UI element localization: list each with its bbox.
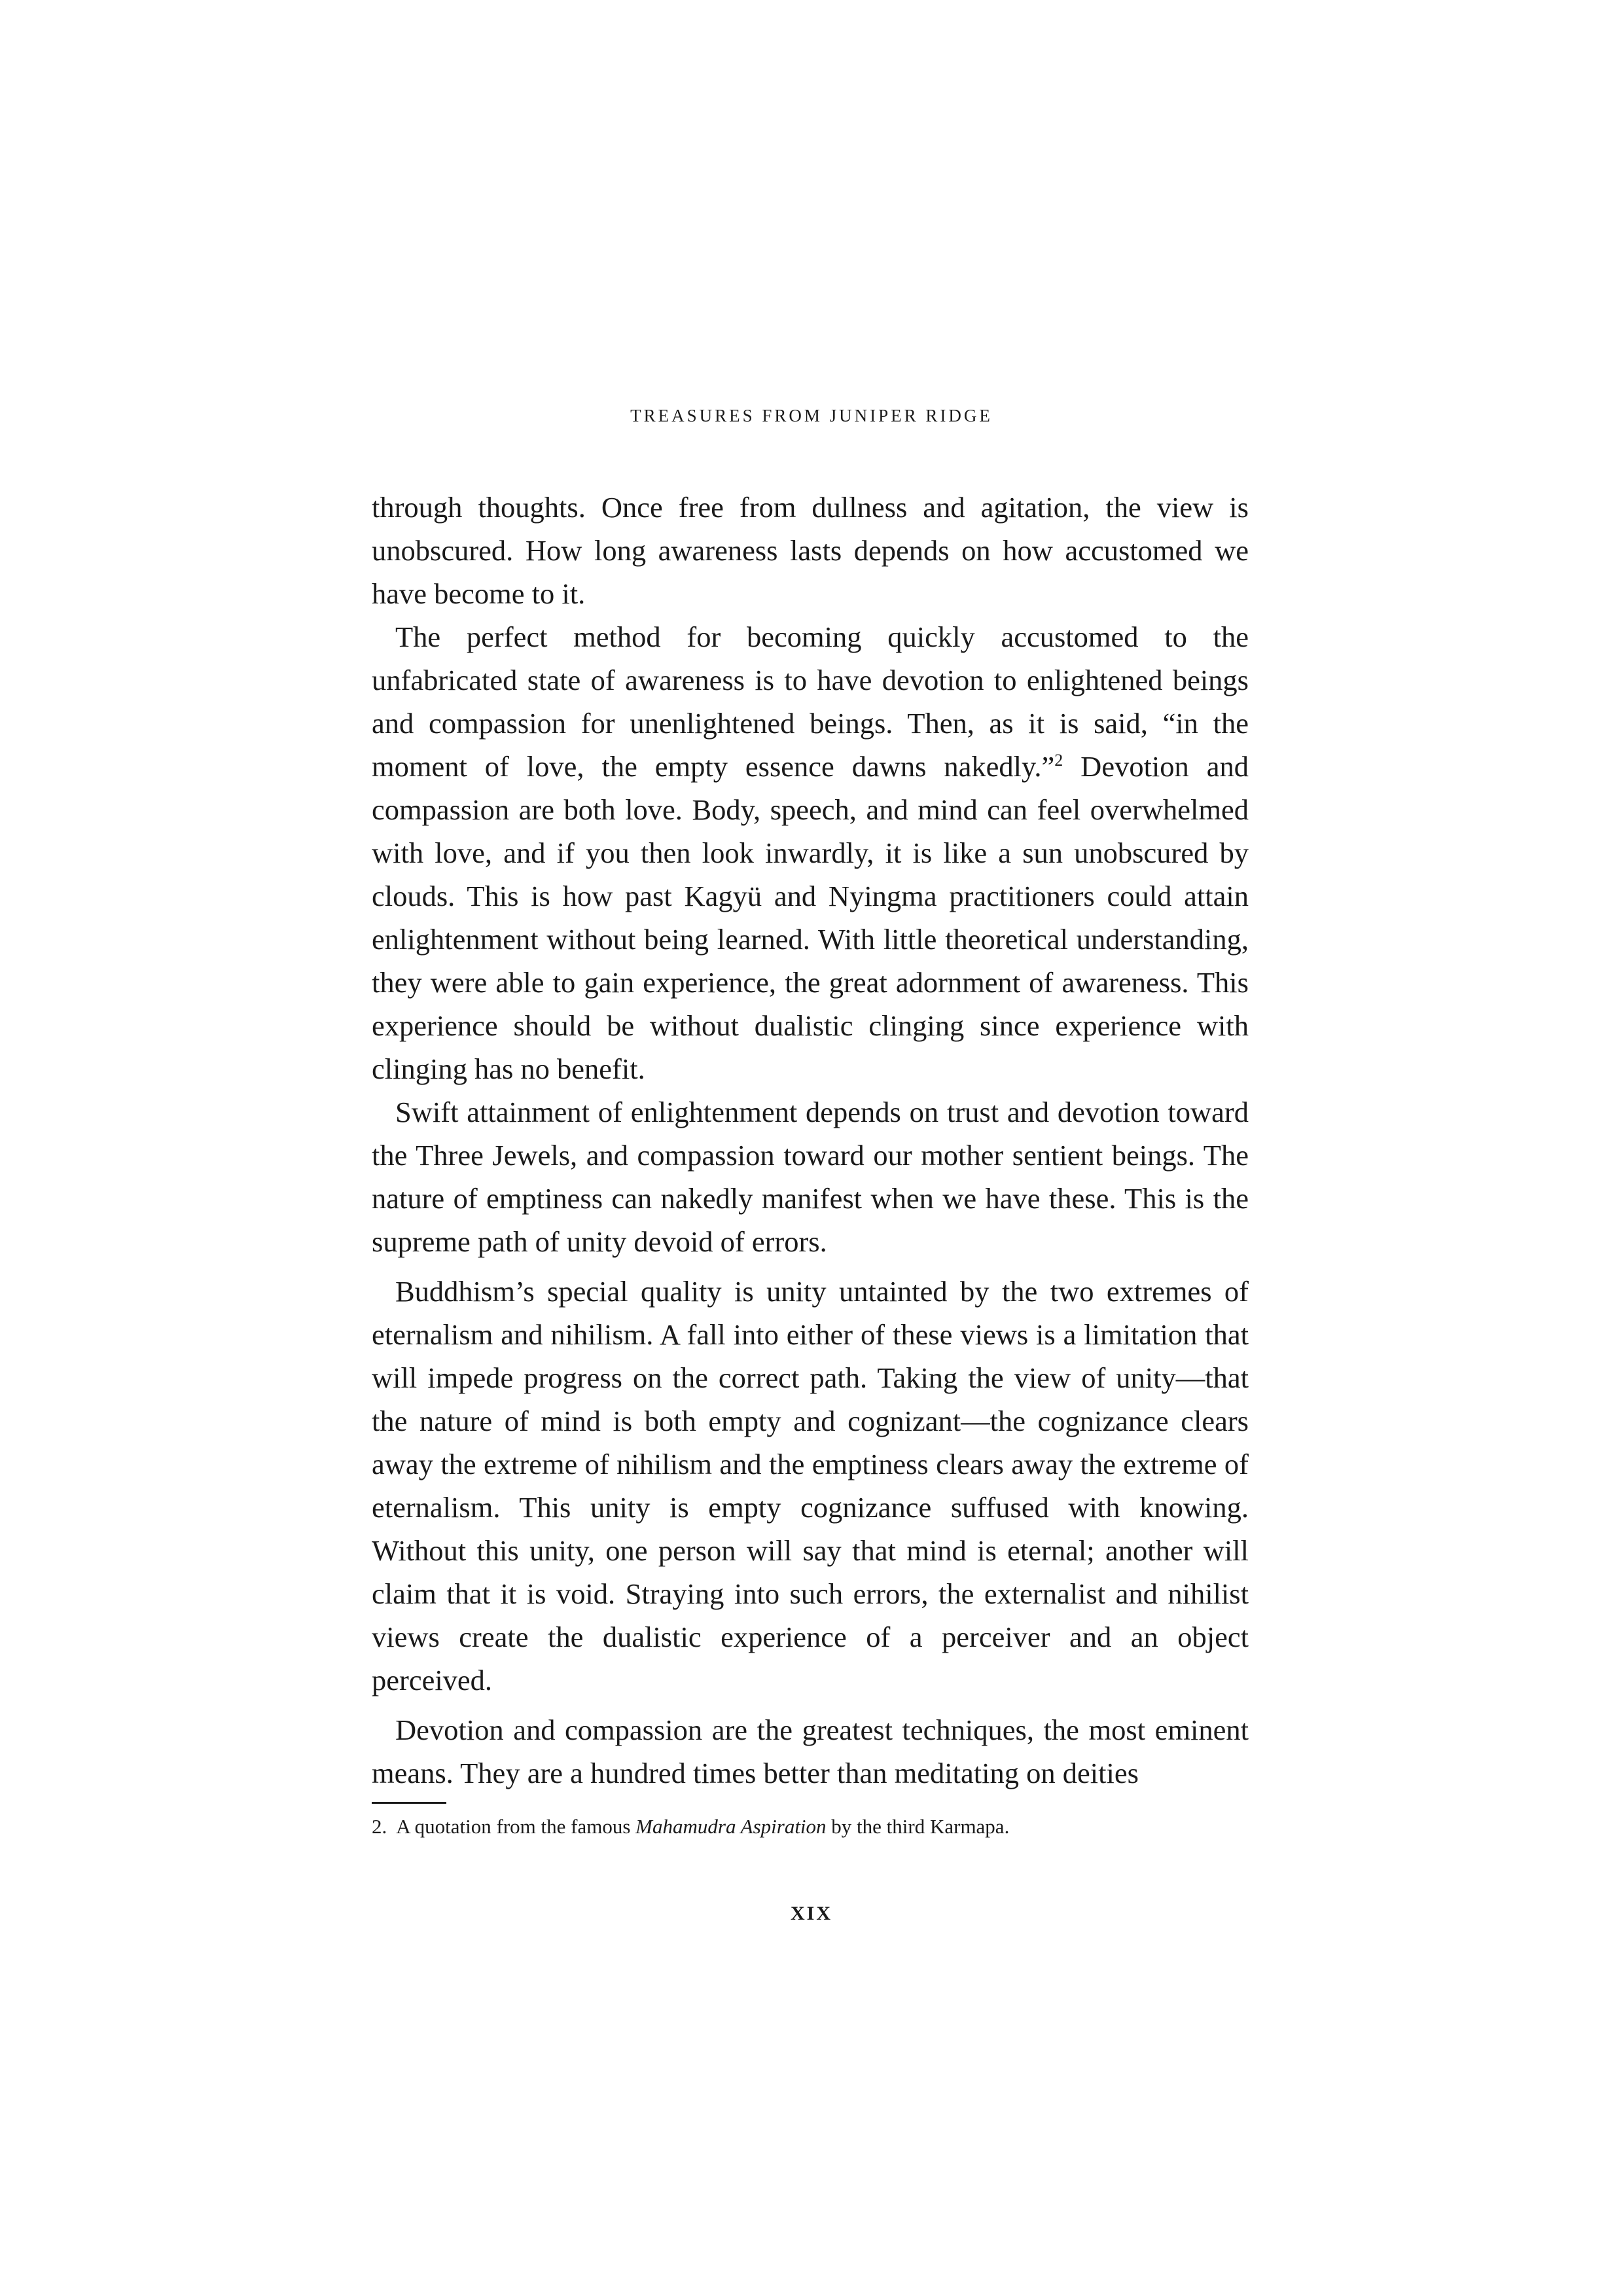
page-number: XIX <box>790 1903 832 1924</box>
footnote <box>372 1813 1249 1840</box>
paragraph-3: Swift attainment of enlightenment depends on trust and devotion toward the Three Jewels, and compassion toward our mother sentient beings. The nature of emptiness can nakedly manifest when we have these. This is the supreme path of unity devoid of errors. <box>372 1096 1249 1258</box>
footnote-reference[interactable]: 2 <box>1054 751 1063 770</box>
paragraph-5: Devotion and compassion are the greatest techniques, the most eminent means. They are a hundred times better than meditating on deities <box>372 1713 1249 1789</box>
body-text <box>372 486 1249 1795</box>
footnote-rule <box>372 1802 446 1804</box>
paragraph-2-part-1: The perfect method for becoming quickly accustomed to the unfabricated state of awareness is to have devotion to enlightened beings and compassion for unenlightened beings. Then, as it is said, “in the moment of love, the empty essence dawns nakedly.” <box>372 620 1249 783</box>
footnote-title: Mahamudra Aspiration <box>635 1815 827 1838</box>
paragraph-4: Buddhism’s special quality is unity untainted by the two extremes of eternalism and nihilism. A fall into either of these views is a limitation that will impede progress on the correct path. Taking the view of unity—that the nature of mind is both empty and cognizant—the cognizance clears away the extreme of nihilism and the emptiness clears away the extreme of eternalism. This unity is empty cognizance suffused with knowing. Without this unity, one person will say that mind is eternal; another will claim that it is void. Straying into such errors, the externalist and nihilist views create the dualistic experience of a perceiver and an object perceived. <box>372 1275 1249 1696</box>
paragraph-1: through thoughts. Once free from dullness and agitation, the view is unobscured. How long awareness lasts depends on how accustomed we have become to it. <box>372 491 1249 610</box>
paragraph-2 <box>372 615 1249 1090</box>
footnote-number: 2. <box>372 1815 387 1838</box>
running-head: TREASURES FROM JUNIPER RIDGE <box>630 406 993 425</box>
footnote-text-before: A quotation from the famous <box>396 1815 636 1838</box>
paragraph-2-part-2: Devotion and compassion are both love. Body, speech, and mind can feel overwhelmed with love, and if you then look inwardly, it is like a sun unobscured by clouds. This is how past Kagyü and Nyingma practitioners could attain enlightenment without being learned. With little theoretical understanding, they were able to gain experience, the great adornment of awareness. This experience should be without dualistic clinging since experience with clinging has no benefit. <box>372 750 1249 1085</box>
footnote-text-after: by the third Karmapa. <box>826 1815 1010 1838</box>
